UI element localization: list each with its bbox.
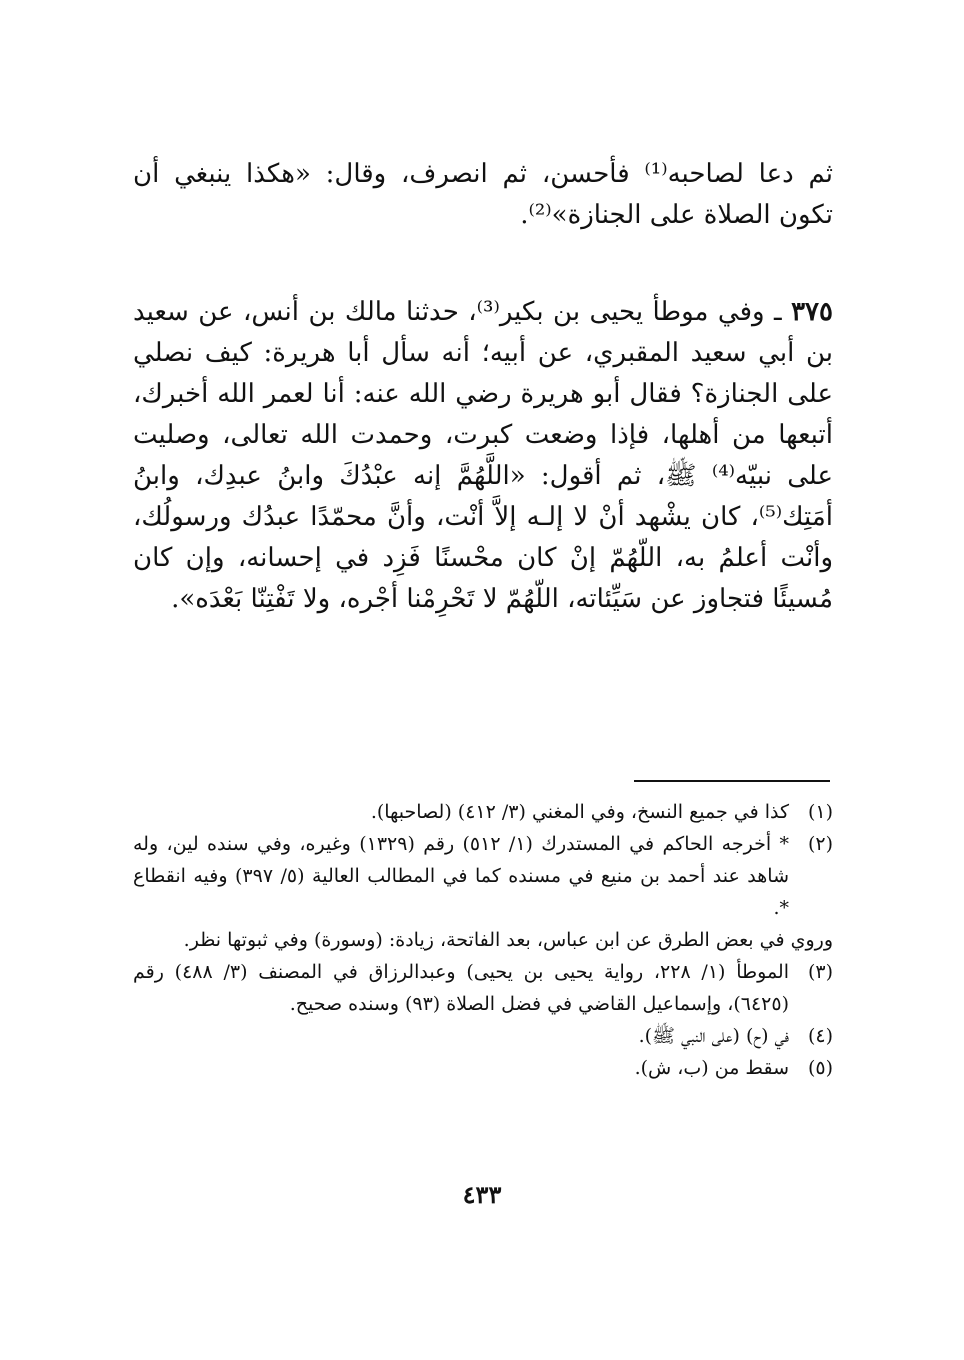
footnote-3 [133, 956, 833, 1020]
footnote-divider [634, 780, 830, 782]
footnote-text: الموطأ (١/ ٢٢٨، رواية يحيى بن يحيى) وعبدالرزاق في المصنف (٣/ ٤٨٨) رقم (٦٤٢٥)، وإسماعيل القاضي في فضل الصلاة (٩٣) وسنده صحيح. [133, 961, 789, 1015]
footnote-2 [133, 828, 833, 924]
hadith-paragraph-375 [133, 292, 833, 620]
footnote-5 [133, 1052, 833, 1084]
footnote-marker: (٤) [807, 1025, 833, 1047]
footnote-text: سقط من (ب، ش). [634, 1057, 789, 1079]
footnote-marker: (١) [807, 801, 833, 823]
footnote-2-continuation: وروي في بعض الطرق عن ابن عباس، بعد الفاتحة، زيادة: (وسورة) وفي ثبوتها نظر. [183, 929, 833, 951]
footnotes [133, 796, 833, 1084]
footnote-4 [133, 1020, 833, 1052]
footnote-1 [133, 796, 833, 828]
page-number: ٤٣٣ [462, 1180, 502, 1209]
footnote-marker: (٥) [807, 1057, 833, 1079]
paragraph-continuation [133, 154, 833, 236]
footnote-marker: (٣) [807, 961, 833, 983]
hadith-number: ٣٧٥ [791, 297, 833, 327]
footnote-marker: (٢) [807, 833, 833, 855]
footnote-text: كذا في جميع النسخ، وفي المغني (٣/ ٤١٢) (لصاحبها). [370, 801, 789, 823]
footnote-text: * أخرجه الحاكم في المستدرك (١/ ٥١٢) رقم (١٣٢٩) وغيره، وفي سنده لين، وله شاهد عند أحمد بن منيع في مسنده كما في المطالب العالية (٥/ ٣٩٧) وفيه انقطاع *. [133, 833, 789, 919]
footnote-text: في (ح) (على النبي ﷺ). [638, 1025, 789, 1047]
paragraph-1-text: ثم دعا لصاحبه⁽¹⁾ فأحسن، ثم انصرف، وقال: «هكذا ينبغي أن تكون الصلاة على الجنازة»⁽²⁾. [133, 159, 833, 230]
hadith-text: ـ وفي موطأ يحيى بن بكير⁽³⁾، حدثنا مالك بن أنس، عن سعيد بن أبي سعيد المقبري، عن أبيه؛ أنه سأل أبا هريرة: كيف نصلي على الجنازة؟ فقال أبو هريرة رضي الله عنه: أنا لعمر الله أخبرك، أتبعها من أهلها، فإذا وضعت كبرت، وحمدت الله تعالى، وصليت على نبيّه⁽⁴⁾ ﷺ، ثم أقول: «اللَّهُمَّ إنه عبْدُكَ وابنُ عبدِك، وابنُ أمَتِك⁽⁵⁾، كان يشْهد أنْ لا إلـه إلاَّ أنْت، وأنَّ محمّدًا عبدُك ورسولُك، وأنْت أعلمُ به، اللّهُمّ إنْ كان محْسنًا فَزِد في إحسانه، وإن كان مُسيئًا فتجاوز عن سَيِّئاته، اللّهُمّ لا تَحْرِمْنا أجْره، ولا تَفْتِنّا بَعْدَه». [133, 297, 833, 614]
